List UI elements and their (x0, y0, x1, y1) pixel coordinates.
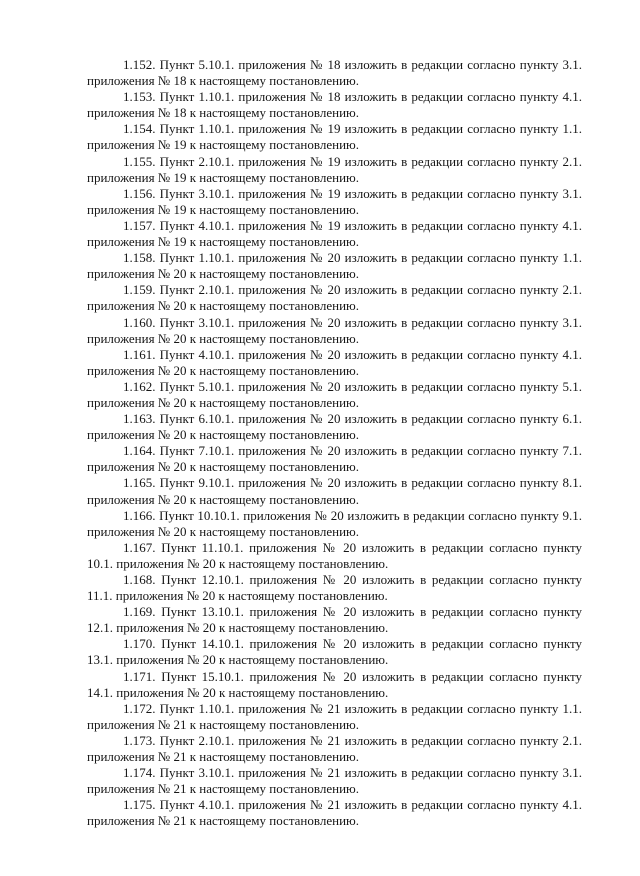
paragraph-1-174: 1.174. Пункт 3.10.1. приложения № 21 изложить в редакции согласно пункту 3.1. приложения № 21 к настоящему постановлению. (87, 765, 582, 797)
paragraph-1-162: 1.162. Пункт 5.10.1. приложения № 20 изложить в редакции согласно пункту 5.1. приложения № 20 к настоящему постановлению. (87, 378, 582, 410)
paragraph-1-171: 1.171. Пункт 15.10.1. приложения № 20 изложить в редакции согласно пункту 14.1. приложения № 20 к настоящему постановлению. (87, 668, 582, 700)
paragraph-1-169: 1.169. Пункт 13.10.1. приложения № 20 изложить в редакции согласно пункту 12.1. приложения № 20 к настоящему постановлению. (87, 604, 582, 636)
paragraph-1-153: 1.153. Пункт 1.10.1. приложения № 18 изложить в редакции согласно пункту 4.1. приложения № 18 к настоящему постановлению. (87, 89, 582, 121)
paragraph-1-155: 1.155. Пункт 2.10.1. приложения № 19 изложить в редакции согласно пункту 2.1. приложения № 19 к настоящему постановлению. (87, 153, 582, 185)
paragraph-1-173: 1.173. Пункт 2.10.1. приложения № 21 изложить в редакции согласно пункту 2.1. приложения № 21 к настоящему постановлению. (87, 732, 582, 765)
paragraph-1-166: 1.166. Пункт 10.10.1. приложения № 20 изложить в редакции согласно пункту 9.1. приложения № 20 к настоящему постановлению. (87, 507, 582, 539)
paragraph-1-156: 1.156. Пункт 3.10.1. приложения № 19 изложить в редакции согласно пункту 3.1. приложения № 19 к настоящему постановлению. (87, 185, 582, 217)
paragraph-1-163: 1.163. Пункт 6.10.1. приложения № 20 изложить в редакции согласно пункту 6.1. приложения № 20 к настоящему постановлению. (87, 411, 582, 443)
paragraph-1-167: 1.167. Пункт 11.10.1. приложения № 20 изложить в редакции согласно пункту 10.1. приложения № 20 к настоящему постановлению. (87, 539, 582, 571)
paragraph-1-165: 1.165. Пункт 9.10.1. приложения № 20 изложить в редакции согласно пункту 8.1. приложения № 20 к настоящему постановлению. (87, 475, 582, 507)
paragraph-1-157: 1.157. Пункт 4.10.1. приложения № 19 изложить в редакции согласно пункту 4.1. приложения № 19 к настоящему постановлению. (87, 217, 582, 250)
paragraph-1-158: 1.158. Пункт 1.10.1. приложения № 20 изложить в редакции согласно пункту 1.1. приложения № 20 к настоящему постановлению. (87, 250, 582, 282)
paragraph-1-160: 1.160. Пункт 3.10.1. приложения № 20 изложить в редакции согласно пункту 3.1. приложения № 20 к настоящему постановлению. (87, 314, 582, 346)
paragraph-1-154: 1.154. Пункт 1.10.1. приложения № 19 изложить в редакции согласно пункту 1.1. приложения № 19 к настоящему постановлению. (87, 121, 582, 153)
paragraph-1-152: 1.152. Пункт 5.10.1. приложения № 18 изложить в редакции согласно пункту 3.1. приложения № 18 к настоящему постановлению. (87, 57, 582, 89)
paragraph-1-159: 1.159. Пункт 2.10.1. приложения № 20 изложить в редакции согласно пункту 2.1. приложения № 20 к настоящему постановлению. (87, 282, 582, 314)
paragraph-1-164: 1.164. Пункт 7.10.1. приложения № 20 изложить в редакции согласно пункту 7.1. приложения № 20 к настоящему постановлению. (87, 443, 582, 475)
paragraph-1-172: 1.172. Пункт 1.10.1. приложения № 21 изложить в редакции согласно пункту 1.1. приложения № 21 к настоящему постановлению. (87, 700, 582, 732)
paragraph-1-175: 1.175. Пункт 4.10.1. приложения № 21 изложить в редакции согласно пункту 4.1. приложения № 21 к настоящему постановлению. (87, 797, 582, 829)
paragraph-1-170: 1.170. Пункт 14.10.1. приложения № 20 изложить в редакции согласно пункту 13.1. приложения № 20 к настоящему постановлению. (87, 636, 582, 668)
paragraph-1-168: 1.168. Пункт 12.10.1. приложения № 20 изложить в редакции согласно пункту 11.1. приложения № 20 к настоящему постановлению. (87, 572, 582, 604)
document-body (87, 57, 582, 830)
paragraph-1-161: 1.161. Пункт 4.10.1. приложения № 20 изложить в редакции согласно пункту 4.1. приложения № 20 к настоящему постановлению. (87, 346, 582, 378)
